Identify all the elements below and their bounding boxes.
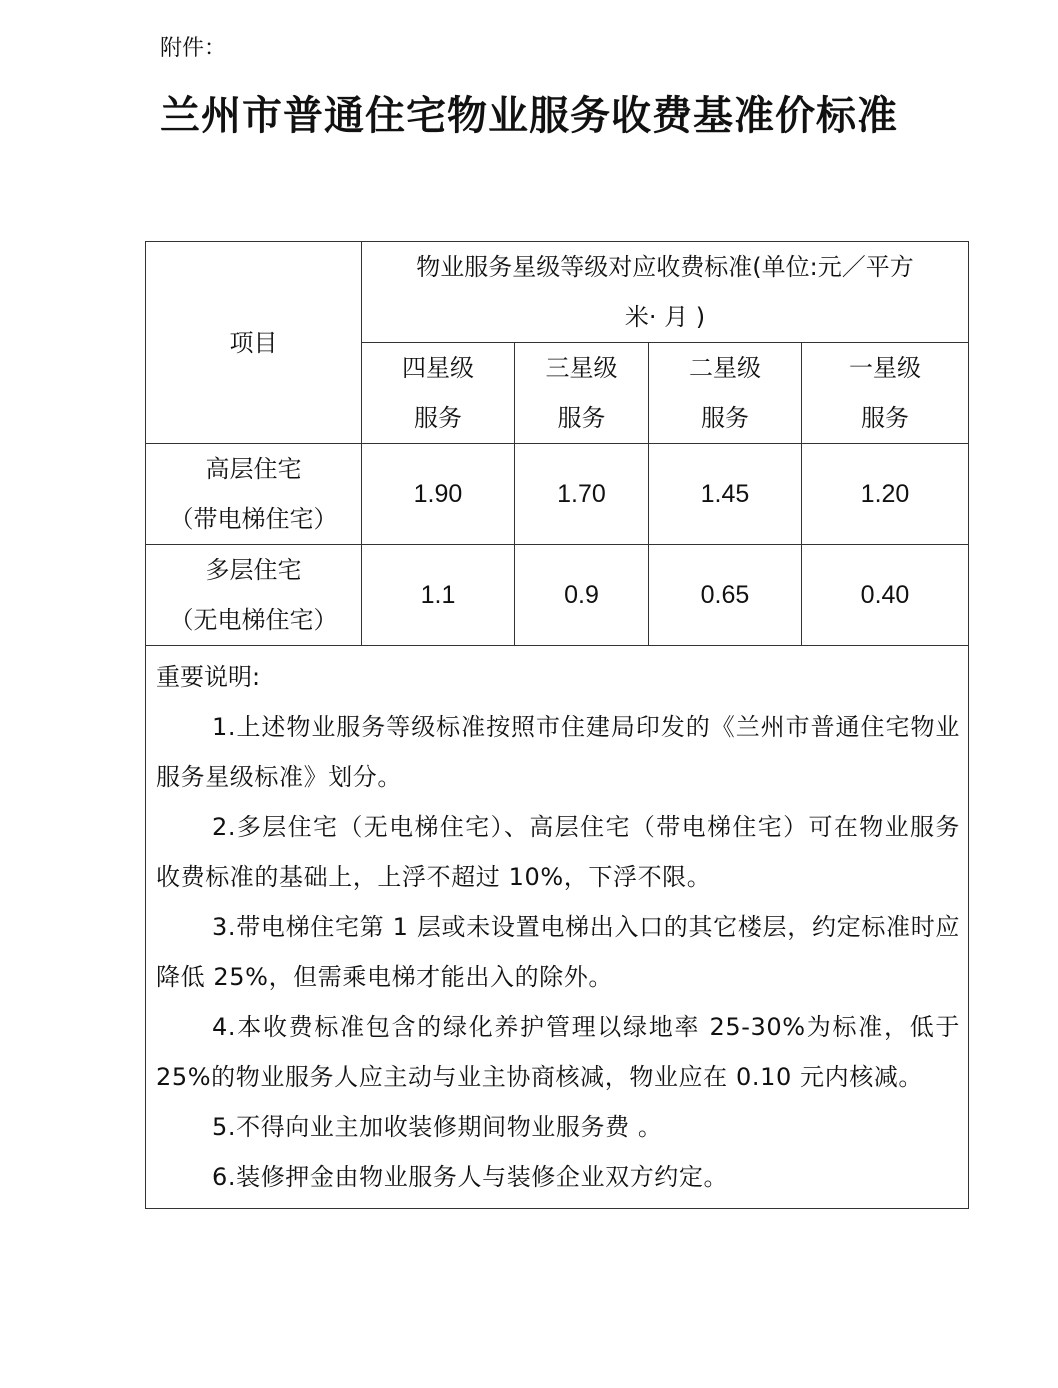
table-header-row <box>146 242 969 343</box>
table-row <box>146 444 969 545</box>
note-item: 3.带电梯住宅第 1 层或未设置电梯出入口的其它楼层，约定标准时应降低 25%，但需乘电梯才能出入的除外。 <box>156 913 961 991</box>
level-four-star: 四星级 服务 <box>362 343 515 444</box>
notes-row <box>146 646 969 1209</box>
table-row <box>146 545 969 646</box>
value-cell: 0.65 <box>649 545 802 646</box>
notes-heading: 重要说明: <box>156 663 261 691</box>
level-three-star: 三星级 服务 <box>515 343 649 444</box>
note-item: 2.多层住宅（无电梯住宅）、高层住宅（带电梯住宅）可在物业服务收费标准的基础上，上浮不超过 10%，下浮不限。 <box>156 813 961 891</box>
value-cell: 1.90 <box>362 444 515 545</box>
value-cell: 0.9 <box>515 545 649 646</box>
level-two-star: 二星级 服务 <box>649 343 802 444</box>
level-one-star: 一星级 服务 <box>802 343 969 444</box>
value-cell: 1.20 <box>802 444 969 545</box>
note-item: 1.上述物业服务等级标准按照市住建局印发的《兰州市普通住宅物业服务星级标准》划分。 <box>156 713 961 791</box>
note-item: 5.不得向业主加收装修期间物业服务费 。 <box>212 1113 663 1141</box>
notes-cell <box>146 646 969 1209</box>
value-cell: 1.45 <box>649 444 802 545</box>
row-label-high-rise: 高层住宅 （带电梯住宅） <box>146 444 362 545</box>
row-label-multi-storey: 多层住宅 （无电梯住宅） <box>146 545 362 646</box>
attachment-label: 附件： <box>160 36 227 61</box>
value-cell: 0.40 <box>802 545 969 646</box>
fee-standard-table <box>145 241 969 1209</box>
document-title: 兰州市普通住宅物业服务收费基准价标准 <box>160 92 898 139</box>
value-cell: 1.1 <box>362 545 515 646</box>
item-header-cell: 项目 <box>146 242 362 444</box>
value-cell: 1.70 <box>515 444 649 545</box>
unit-header-cell: 物业服务星级等级对应收费标准(单位:元／平方 米· 月 ) <box>362 242 969 343</box>
note-item: 6.装修押金由物业服务人与装修企业双方约定。 <box>212 1163 729 1191</box>
note-item: 4.本收费标准包含的绿化养护管理以绿地率 25-30%为标准，低于 25%的物业服务人应主动与业主协商核减，物业应在 0.10 元内核减。 <box>156 1013 961 1091</box>
